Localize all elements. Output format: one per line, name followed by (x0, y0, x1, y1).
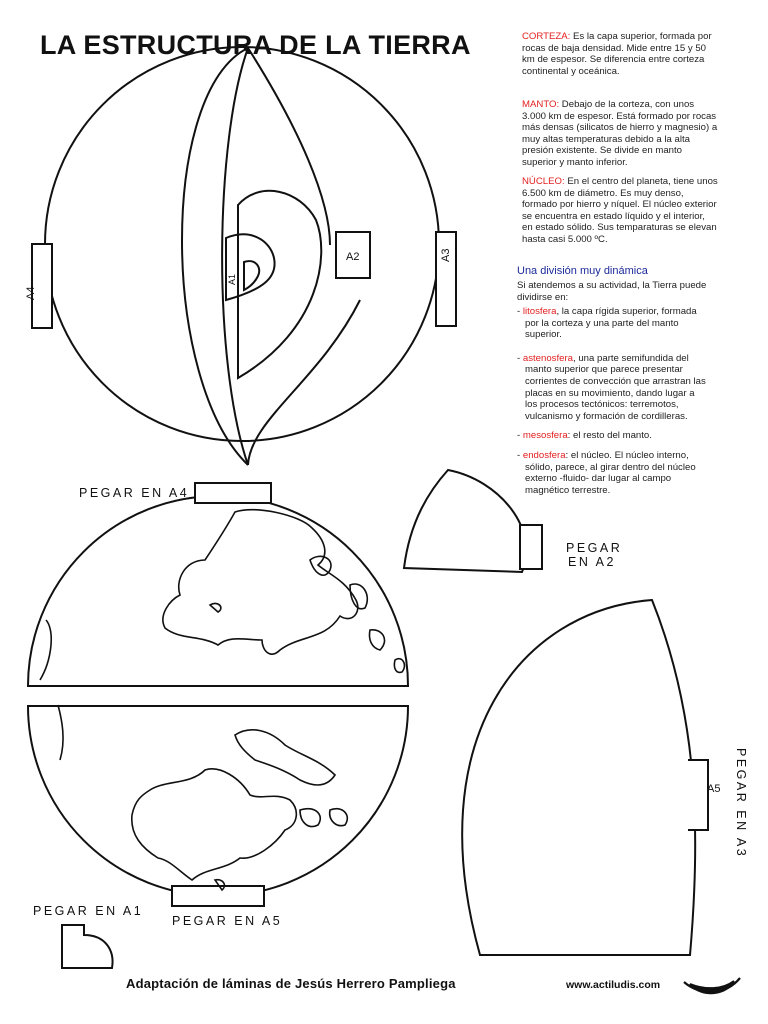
website-link[interactable]: www.actiludis.com (566, 979, 661, 991)
corteza-term: CORTEZA: (522, 31, 571, 42)
core-piece (62, 925, 113, 968)
pegar-en-a4-label: PEGAR EN A4 (79, 486, 190, 500)
tab-pegar-a4 (195, 483, 271, 503)
mesosfera-term: mesosfera (522, 430, 568, 442)
tab-pegar-a2 (520, 525, 542, 569)
manto-text: Debajo de la corteza, con unos 3.000 km de espesor. Está formado por rocas más densas (silicatos de hierro y magnesio) a muy altas temperaturas debido a la alta presión existente. Se divide en manto superior y manto inferior. (522, 99, 718, 168)
tab-pegar-a5 (172, 886, 264, 906)
nucleo-term: NÚCLEO: (522, 176, 565, 187)
corteza-paragraph (522, 31, 718, 77)
endosfera-term: endosfera (522, 449, 566, 461)
pegar-en-a2-label-line2: EN A2 (568, 555, 616, 569)
manto-term: MANTO: (522, 99, 560, 110)
division-intro: Si atendemos a su actividad, la Tierra puede dividirse en: (517, 280, 707, 303)
astenosfera-text: , una parte semifundida del manto superior que parece presentar corrientes de convección que arrastran las placas en su movimiento, dando lugar a los procesos tectónicos: terremotos, vulcanismo y formación de cordilleras. (525, 352, 706, 422)
corteza-text: Es la capa superior, formada por rocas de baja densidad. Mide entre 15 y 50 km de espesor. Se diferencia entre corteza continental y oceánica. (522, 31, 712, 77)
division-heading: Una división muy dinámica (517, 265, 648, 277)
credit-line: Adaptación de láminas de Jesús Herrero Pampliega (126, 976, 456, 991)
label-a5: A5 (707, 783, 721, 795)
list-item: - litosfera, la capa rígida superior, formada por la corteza y una parte del manto superior. (517, 306, 697, 341)
list-item: - endosfera: el núcleo. El núcleo interno, sólido, parece, al girar dentro del núcleo externo -fluido- dar lugar al campo magnético terrestre. (517, 449, 696, 496)
label-a4: A4 (25, 286, 37, 300)
label-a3: A3 (440, 248, 452, 262)
page-title: LA ESTRUCTURA DE LA TIERRA (40, 30, 471, 60)
sphere-outline (45, 47, 439, 441)
label-a2: A2 (346, 251, 360, 263)
list-item: - mesosfera: el resto del manto. (517, 430, 652, 442)
pegar-en-a5-label: PEGAR EN A5 (172, 914, 283, 928)
manto-paragraph (522, 99, 718, 169)
cut-upper-right (248, 48, 330, 245)
label-a1: A1 (227, 273, 237, 285)
half-lens-piece (462, 600, 695, 955)
outer-core-wedge (226, 234, 275, 300)
logo-lips (690, 981, 734, 993)
astenosfera-term: astenosfera (522, 352, 574, 364)
nucleo-paragraph (522, 176, 718, 246)
tab-a5 (688, 760, 708, 830)
litosfera-text: , la capa rígida superior, formada por la corteza y una parte del manto superior. (525, 306, 697, 341)
inner-core-wedge (244, 261, 259, 290)
litosfera-term: litosfera (522, 306, 557, 317)
mesosfera-text: : el resto del manto. (567, 430, 652, 442)
endosfera-text: : el núcleo. El núcleo interno, sólido, parece, al girar dentro del núcleo externo -fluido- dar lugar al campo magnético terrestre. (525, 449, 696, 496)
pegar-en-a1-label: PEGAR EN A1 (33, 904, 144, 918)
wedge-piece (404, 470, 526, 572)
division-list (517, 306, 707, 504)
pegar-en-a3-label: PEGAR EN A3 (734, 748, 748, 859)
pegar-en-a2-label-line1: PEGAR (566, 541, 623, 555)
tab-a3 (436, 232, 456, 326)
nucleo-text: En el centro del planeta, tiene unos 6.500 km de diámetro. Es muy denso, formado por hierro y níquel. El núcleo exterior se encuentra en estado líquido y el interior, en estado sólido. Sus temparaturas se elevan hasta casi 5.000 ºC. (522, 176, 718, 245)
list-item: - astenosfera, una parte semifundida del manto superior que parece presentar corrientes de convección que arrastran las placas en su movimiento, dando lugar a los procesos tectónicos: terremotos, vulcanismo y formación de cordilleras. (517, 352, 706, 422)
